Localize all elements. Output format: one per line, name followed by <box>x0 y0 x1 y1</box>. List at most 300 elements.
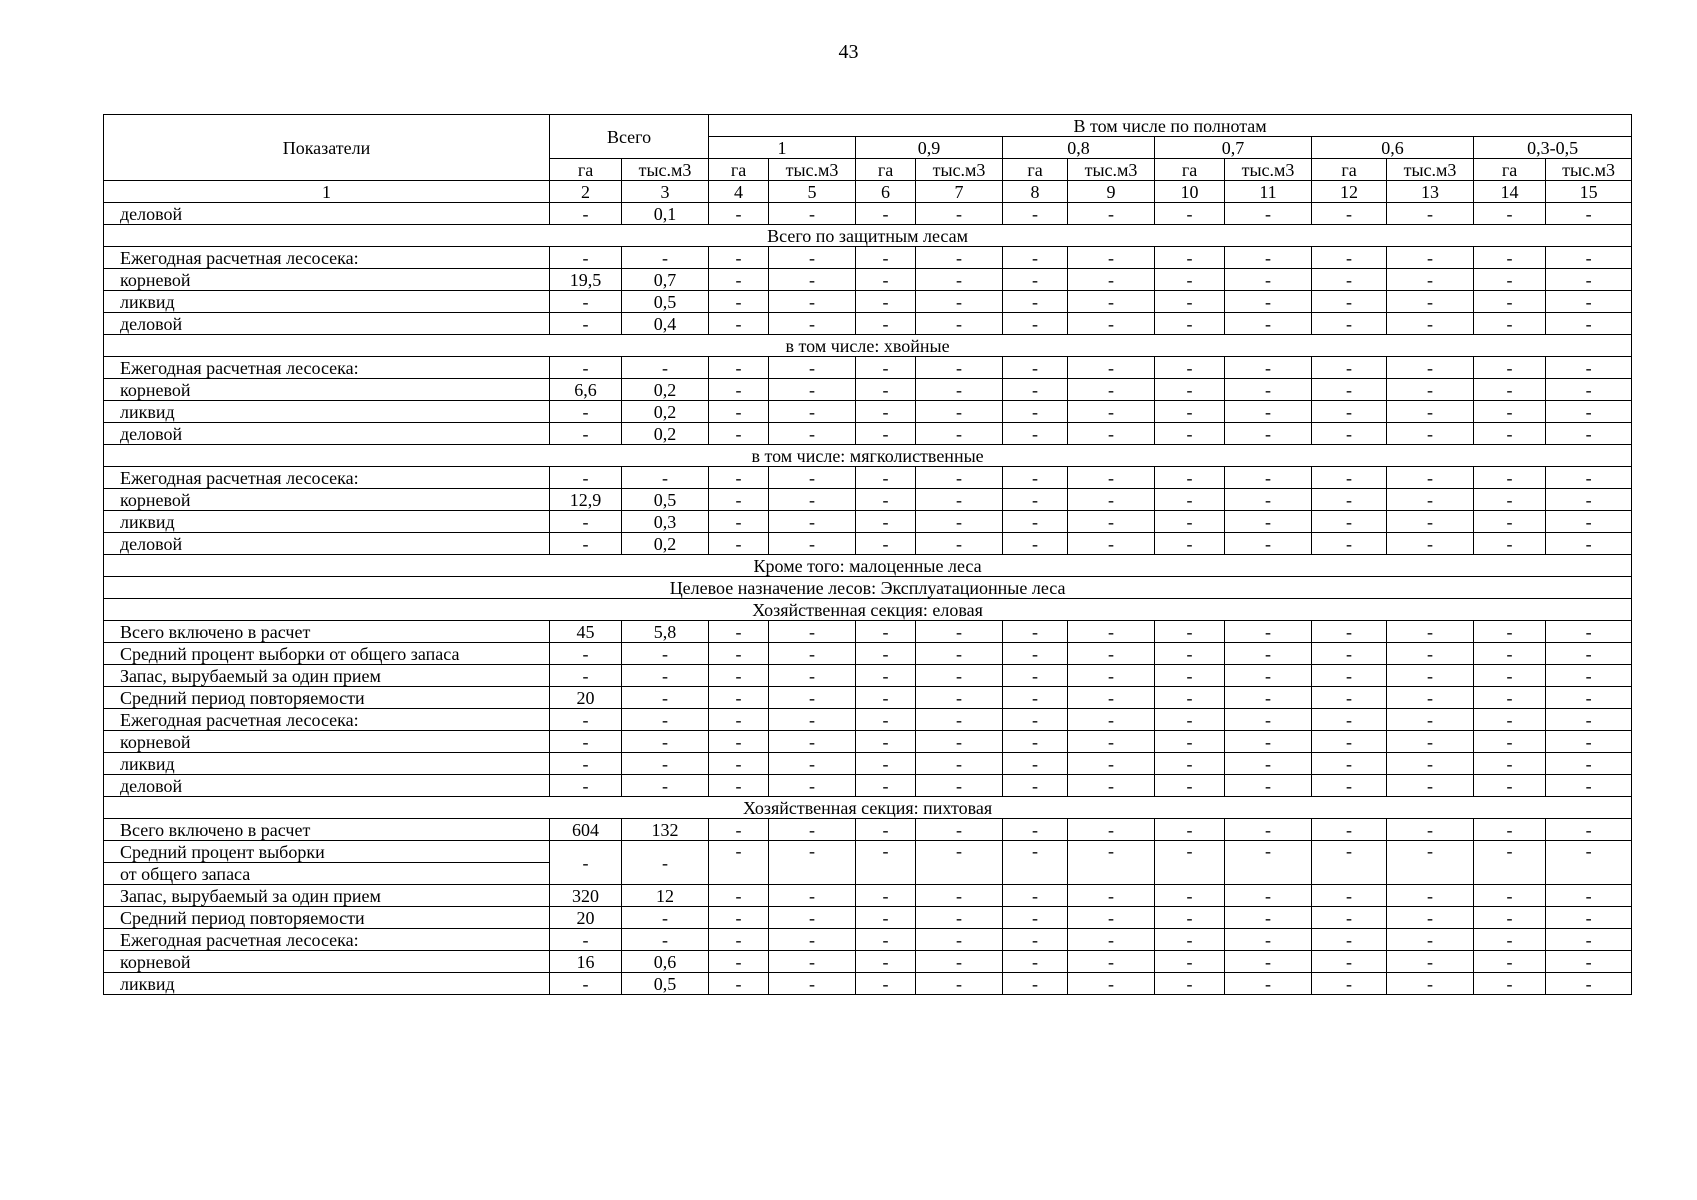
table-row <box>104 841 1632 863</box>
row-label: деловой <box>104 203 550 225</box>
table-cell: - <box>550 291 622 313</box>
table-cell: - <box>769 489 856 511</box>
table-cell: - <box>1155 665 1225 687</box>
section-banner: Хозяйственная секция: пихтовая <box>104 797 1632 819</box>
table-cell: - <box>1474 489 1546 511</box>
table-row <box>104 907 1632 929</box>
table-cell: - <box>1312 379 1387 401</box>
table-cell: - <box>1225 643 1312 665</box>
table-cell: - <box>622 687 709 709</box>
table-cell: - <box>1155 753 1225 775</box>
table-row <box>104 533 1632 555</box>
table-cell: - <box>1387 929 1474 951</box>
table-cell: - <box>709 775 769 797</box>
table-cell: - <box>916 753 1003 775</box>
table-cell: - <box>1225 379 1312 401</box>
table-cell: - <box>916 819 1003 841</box>
table-cell: - <box>1225 951 1312 973</box>
column-number: 5 <box>769 181 856 203</box>
table-cell: - <box>1387 951 1474 973</box>
table-cell: - <box>1003 709 1068 731</box>
table-cell: - <box>1546 753 1632 775</box>
row-label: корневой <box>104 269 550 291</box>
table-cell: - <box>1312 533 1387 555</box>
table-cell: 0,3 <box>622 511 709 533</box>
table-cell: - <box>856 467 916 489</box>
table-cell: - <box>1387 489 1474 511</box>
table-cell: - <box>916 841 1003 885</box>
table-cell: - <box>1003 841 1068 885</box>
table-cell: - <box>1546 291 1632 313</box>
table-cell: - <box>769 753 856 775</box>
table-cell: - <box>709 643 769 665</box>
table-cell: - <box>1225 291 1312 313</box>
table-row <box>104 379 1632 401</box>
table-body <box>104 203 1632 995</box>
table-cell: - <box>1155 533 1225 555</box>
table-cell: - <box>709 951 769 973</box>
table-cell: 6,6 <box>550 379 622 401</box>
table-cell: - <box>1155 489 1225 511</box>
table-cell: - <box>1312 423 1387 445</box>
table-row <box>104 203 1632 225</box>
section-banner-row <box>104 797 1632 819</box>
table-cell: - <box>1068 533 1155 555</box>
table-cell: - <box>856 489 916 511</box>
table-cell: - <box>1474 819 1546 841</box>
table-cell: - <box>1312 621 1387 643</box>
table-cell: - <box>1312 467 1387 489</box>
table-cell: - <box>916 379 1003 401</box>
table-cell: - <box>1225 753 1312 775</box>
row-label: ликвид <box>104 291 550 313</box>
table-cell: - <box>856 753 916 775</box>
table-cell: - <box>1546 313 1632 335</box>
table-cell: - <box>856 643 916 665</box>
table-cell: - <box>1068 907 1155 929</box>
table-cell: 0,5 <box>622 489 709 511</box>
table-cell: - <box>1546 885 1632 907</box>
table-cell: - <box>1387 313 1474 335</box>
table-cell: - <box>1225 533 1312 555</box>
table-cell: - <box>1155 929 1225 951</box>
table-cell: - <box>709 753 769 775</box>
table-cell: - <box>1546 423 1632 445</box>
table-cell: - <box>1003 533 1068 555</box>
table-cell: - <box>622 907 709 929</box>
table-cell: - <box>916 687 1003 709</box>
table-cell: - <box>622 709 709 731</box>
table-cell: - <box>769 973 856 995</box>
table-cell: - <box>1155 357 1225 379</box>
table-cell: - <box>1474 885 1546 907</box>
table-cell: - <box>550 709 622 731</box>
unit-ha: га <box>550 159 622 181</box>
table-cell: - <box>1068 753 1155 775</box>
table-cell: - <box>769 885 856 907</box>
section-banner-row <box>104 225 1632 247</box>
table-cell: - <box>916 951 1003 973</box>
table-cell: - <box>1546 819 1632 841</box>
table-cell: - <box>916 357 1003 379</box>
table-cell: - <box>550 203 622 225</box>
table-row <box>104 621 1632 643</box>
table-row <box>104 291 1632 313</box>
table-cell: - <box>769 731 856 753</box>
table-cell: - <box>1474 203 1546 225</box>
table-cell: - <box>550 929 622 951</box>
table-cell: - <box>622 665 709 687</box>
table-cell: - <box>1387 379 1474 401</box>
table-cell: - <box>622 247 709 269</box>
table-cell: - <box>769 929 856 951</box>
table-cell: - <box>1225 731 1312 753</box>
table-cell: - <box>1474 907 1546 929</box>
table-cell: - <box>1155 687 1225 709</box>
table-cell: 20 <box>550 907 622 929</box>
table-cell: - <box>1155 907 1225 929</box>
table-cell: - <box>1312 973 1387 995</box>
table-cell: - <box>1225 665 1312 687</box>
table-cell: - <box>916 533 1003 555</box>
table-cell: - <box>1225 841 1312 885</box>
table-cell: - <box>769 709 856 731</box>
table-cell: - <box>1155 313 1225 335</box>
table-cell: - <box>1387 401 1474 423</box>
table-cell: - <box>1155 423 1225 445</box>
table-cell: - <box>1068 819 1155 841</box>
table-cell: - <box>856 709 916 731</box>
section-banner-row <box>104 335 1632 357</box>
table-cell: - <box>1068 357 1155 379</box>
table-cell: 604 <box>550 819 622 841</box>
table-cell: - <box>1474 753 1546 775</box>
table-cell: - <box>1068 511 1155 533</box>
table-cell: - <box>550 841 622 885</box>
table-cell: - <box>856 423 916 445</box>
table-cell: - <box>1312 907 1387 929</box>
table-cell: - <box>769 665 856 687</box>
table-row <box>104 819 1632 841</box>
table-cell: - <box>1474 357 1546 379</box>
table-cell: - <box>1474 269 1546 291</box>
table-cell: - <box>856 621 916 643</box>
table-cell: - <box>916 929 1003 951</box>
table-cell: - <box>709 423 769 445</box>
row-label: деловой <box>104 775 550 797</box>
table-cell: - <box>856 973 916 995</box>
table-cell: - <box>709 247 769 269</box>
table-cell: - <box>1155 379 1225 401</box>
column-number: 6 <box>856 181 916 203</box>
table-cell: - <box>1387 819 1474 841</box>
table-cell: - <box>1003 489 1068 511</box>
column-number: 8 <box>1003 181 1068 203</box>
table-cell: - <box>709 731 769 753</box>
table-cell: - <box>1003 775 1068 797</box>
table-cell: - <box>916 203 1003 225</box>
table-cell: - <box>856 269 916 291</box>
table-cell: - <box>916 665 1003 687</box>
table-cell: - <box>709 687 769 709</box>
table-cell: - <box>916 907 1003 929</box>
unit-ha: га <box>856 159 916 181</box>
table-cell: - <box>1225 511 1312 533</box>
table-cell: - <box>1068 269 1155 291</box>
table-cell: - <box>1155 401 1225 423</box>
forest-table <box>103 114 1632 995</box>
table-cell: - <box>1312 885 1387 907</box>
table-cell: - <box>1068 929 1155 951</box>
table-cell: - <box>1312 775 1387 797</box>
table-cell: - <box>1312 753 1387 775</box>
table-cell: 0,5 <box>622 291 709 313</box>
section-banner: в том числе: хвойные <box>104 335 1632 357</box>
table-row <box>104 951 1632 973</box>
column-number: 14 <box>1474 181 1546 203</box>
table-cell: 12 <box>622 885 709 907</box>
table-cell: - <box>769 511 856 533</box>
table-cell: - <box>1312 819 1387 841</box>
table-cell: 0,7 <box>622 269 709 291</box>
table-cell: - <box>1003 247 1068 269</box>
row-label: Средний процент выборки <box>104 841 550 863</box>
table-cell: - <box>856 775 916 797</box>
table-row <box>104 357 1632 379</box>
table-cell: - <box>550 247 622 269</box>
table-cell: - <box>1003 951 1068 973</box>
column-number: 11 <box>1225 181 1312 203</box>
row-label: ликвид <box>104 973 550 995</box>
table-cell: - <box>1225 247 1312 269</box>
page-number: 43 <box>838 41 859 63</box>
table-cell: 320 <box>550 885 622 907</box>
table-cell: - <box>916 643 1003 665</box>
table-cell: - <box>1068 731 1155 753</box>
column-number: 13 <box>1387 181 1474 203</box>
table-row <box>104 489 1632 511</box>
table-cell: - <box>1225 885 1312 907</box>
header-density: 0,6 <box>1312 137 1474 159</box>
table-cell: - <box>1474 379 1546 401</box>
table-cell: - <box>1546 357 1632 379</box>
table-cell: - <box>916 731 1003 753</box>
table-cell: - <box>550 313 622 335</box>
table-cell: - <box>856 951 916 973</box>
table-cell: - <box>1387 621 1474 643</box>
table-cell: - <box>709 379 769 401</box>
header-indicators: Показатели <box>104 115 550 181</box>
unit-ha: га <box>1155 159 1225 181</box>
table-cell: - <box>709 313 769 335</box>
table-cell: - <box>769 687 856 709</box>
table-cell: - <box>1068 401 1155 423</box>
table-cell: - <box>1546 511 1632 533</box>
table-cell: - <box>1068 379 1155 401</box>
table-cell: - <box>1387 533 1474 555</box>
table-cell: - <box>1225 929 1312 951</box>
table-cell: - <box>1312 687 1387 709</box>
unit-volume: тыс.м3 <box>769 159 856 181</box>
table-cell: - <box>1546 247 1632 269</box>
table-cell: - <box>550 753 622 775</box>
table-cell: - <box>856 841 916 885</box>
table-cell: - <box>1155 203 1225 225</box>
table-cell: - <box>550 731 622 753</box>
table-cell: - <box>1546 841 1632 885</box>
table-cell: - <box>1474 709 1546 731</box>
table-cell: - <box>769 533 856 555</box>
column-number: 4 <box>709 181 769 203</box>
table-cell: - <box>856 379 916 401</box>
table-cell: - <box>1155 951 1225 973</box>
column-number: 9 <box>1068 181 1155 203</box>
table-cell: - <box>622 753 709 775</box>
table-cell: - <box>1387 467 1474 489</box>
table-cell: - <box>1474 621 1546 643</box>
table-cell: - <box>1546 643 1632 665</box>
table-cell: - <box>1003 885 1068 907</box>
column-number: 10 <box>1155 181 1225 203</box>
table-cell: - <box>856 401 916 423</box>
table-cell: 0,1 <box>622 203 709 225</box>
table-cell: - <box>1312 313 1387 335</box>
table-cell: - <box>709 841 769 885</box>
section-banner-row <box>104 599 1632 621</box>
table-cell: - <box>1003 203 1068 225</box>
table-cell: - <box>1387 775 1474 797</box>
table-cell: - <box>769 379 856 401</box>
table-row <box>104 247 1632 269</box>
row-label: Средний период повторяемости <box>104 907 550 929</box>
table-cell: - <box>769 907 856 929</box>
header-density: 0,9 <box>856 137 1003 159</box>
table-cell: - <box>1155 775 1225 797</box>
table-cell: - <box>709 291 769 313</box>
table-cell: - <box>1068 973 1155 995</box>
table-cell: - <box>1225 401 1312 423</box>
table-cell: 19,5 <box>550 269 622 291</box>
table-cell: 0,2 <box>622 379 709 401</box>
table-cell: - <box>856 291 916 313</box>
table-cell: - <box>1068 951 1155 973</box>
table-cell: - <box>856 247 916 269</box>
section-banner-row <box>104 445 1632 467</box>
table-row <box>104 269 1632 291</box>
table-cell: 132 <box>622 819 709 841</box>
unit-volume: тыс.м3 <box>622 159 709 181</box>
table-cell: - <box>1546 269 1632 291</box>
table-cell: - <box>1003 687 1068 709</box>
table-cell: - <box>1474 841 1546 885</box>
table-cell: - <box>769 401 856 423</box>
table-cell: - <box>1068 467 1155 489</box>
table-cell: - <box>1387 687 1474 709</box>
table-cell: - <box>622 357 709 379</box>
row-label: Всего включено в расчет <box>104 621 550 643</box>
table-cell: - <box>856 203 916 225</box>
table-cell: - <box>856 731 916 753</box>
table-cell: - <box>1003 379 1068 401</box>
row-label: Средний процент выборки от общего запаса <box>104 643 550 665</box>
table-cell: - <box>550 357 622 379</box>
table-cell: - <box>1387 423 1474 445</box>
column-number-row <box>104 181 1632 203</box>
table-cell: - <box>1225 269 1312 291</box>
table-cell: - <box>1387 907 1474 929</box>
unit-ha: га <box>709 159 769 181</box>
table-row <box>104 313 1632 335</box>
table-cell: - <box>769 819 856 841</box>
table-cell: - <box>1387 643 1474 665</box>
table-cell: - <box>709 269 769 291</box>
column-number: 12 <box>1312 181 1387 203</box>
table-cell: - <box>1003 511 1068 533</box>
table-cell: - <box>1312 511 1387 533</box>
table-cell: - <box>1546 203 1632 225</box>
table-cell: - <box>1068 247 1155 269</box>
table-cell: - <box>1474 511 1546 533</box>
table-cell: - <box>1003 467 1068 489</box>
table-cell: - <box>1546 467 1632 489</box>
table-cell: - <box>709 929 769 951</box>
row-label: ликвид <box>104 511 550 533</box>
table-cell: - <box>856 929 916 951</box>
table-cell: - <box>550 467 622 489</box>
row-label: деловой <box>104 423 550 445</box>
table-cell: - <box>1312 731 1387 753</box>
column-number: 2 <box>550 181 622 203</box>
table-cell: - <box>1546 731 1632 753</box>
table-cell: - <box>709 489 769 511</box>
table-cell: - <box>856 819 916 841</box>
table-cell: - <box>1546 401 1632 423</box>
table-cell: - <box>1546 379 1632 401</box>
row-label: ликвид <box>104 753 550 775</box>
table-cell: - <box>769 643 856 665</box>
table-cell: - <box>1546 775 1632 797</box>
table-cell: - <box>1068 841 1155 885</box>
table-cell: - <box>1312 489 1387 511</box>
table-cell: - <box>709 357 769 379</box>
table-cell: - <box>709 621 769 643</box>
table-cell: - <box>1312 643 1387 665</box>
table-cell: - <box>1155 467 1225 489</box>
section-banner-row <box>104 555 1632 577</box>
row-label: Ежегодная расчетная лесосека: <box>104 929 550 951</box>
table-cell: - <box>856 511 916 533</box>
row-label: Запас, вырубаемый за один прием <box>104 885 550 907</box>
table-row <box>104 885 1632 907</box>
table-cell: - <box>709 401 769 423</box>
table-cell: - <box>709 819 769 841</box>
table-cell: - <box>769 313 856 335</box>
table-cell: - <box>769 621 856 643</box>
table-cell: - <box>1546 687 1632 709</box>
table-cell: - <box>1312 291 1387 313</box>
table-cell: - <box>1312 247 1387 269</box>
table-cell: - <box>1068 709 1155 731</box>
table-cell: - <box>709 885 769 907</box>
table-cell: - <box>1546 621 1632 643</box>
table-cell: - <box>1068 423 1155 445</box>
table-cell: - <box>1387 247 1474 269</box>
table-cell: - <box>1387 973 1474 995</box>
table-cell: - <box>1068 665 1155 687</box>
table-cell: - <box>769 203 856 225</box>
header-total: Всего <box>550 115 709 159</box>
table-cell: - <box>1387 731 1474 753</box>
